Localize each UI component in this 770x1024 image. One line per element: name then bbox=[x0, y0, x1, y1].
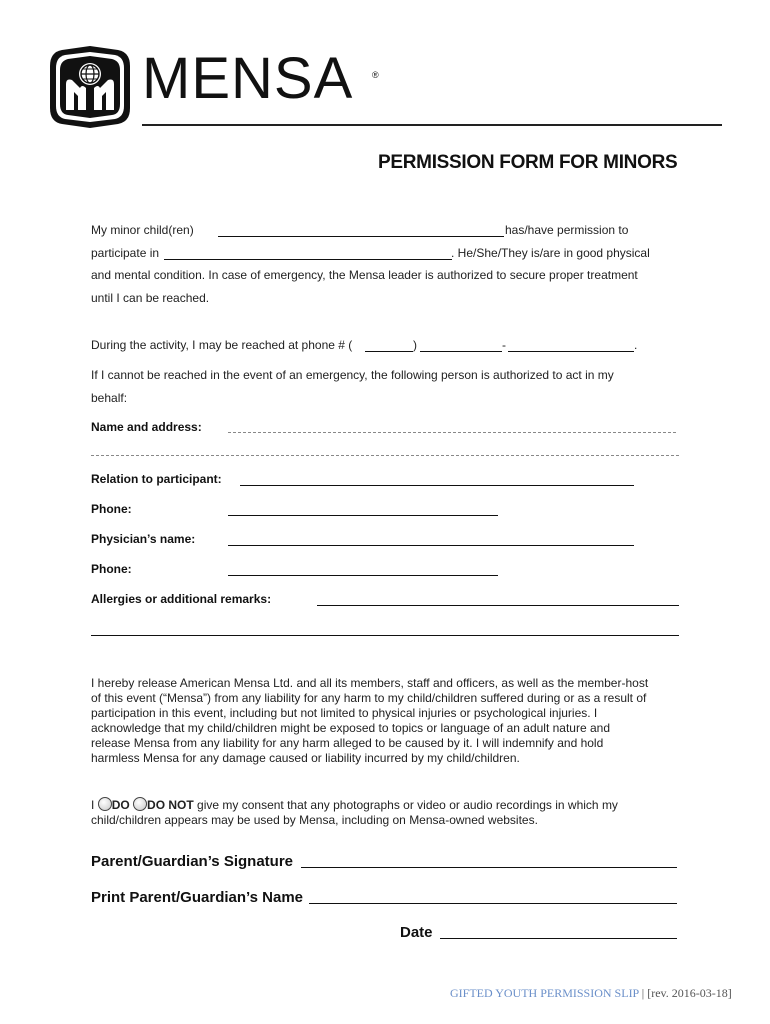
release-line-5: release Mensa from any liability for any harm alleged to be caused by it. I will indemnify and hold bbox=[91, 736, 604, 750]
emergency-line-1: If I cannot be reached in the event of an emergency, the following person is authorized to act in my bbox=[91, 368, 614, 382]
do-not-label: DO NOT bbox=[147, 798, 194, 812]
allergies-field-line-2[interactable] bbox=[91, 635, 679, 636]
child-name-field[interactable] bbox=[218, 236, 504, 237]
intro-line-2-label: participate in bbox=[91, 246, 160, 260]
do-radio[interactable] bbox=[98, 797, 112, 811]
release-line-6: harmless Mensa for any damage caused or liability incurred by my child/children. bbox=[91, 751, 520, 765]
phone-1-field[interactable] bbox=[228, 515, 498, 516]
release-line-3: participation in this event, including but not limited to physical injuries or psychological injuries. I bbox=[91, 706, 598, 720]
mensa-logo-icon bbox=[48, 44, 132, 130]
emergency-line-2: behalf: bbox=[91, 391, 128, 405]
form-title: PERMISSION FORM FOR MINORS bbox=[378, 152, 678, 173]
intro-line-3: and mental condition. In case of emergency, the Mensa leader is authorized to secure proper treatment bbox=[91, 268, 638, 282]
intro-line-1-label: My minor child(ren) bbox=[91, 223, 194, 237]
name-address-label: Name and address: bbox=[91, 420, 202, 434]
trademark-symbol: ® bbox=[372, 70, 379, 80]
phone-line-label: During the activity, I may be reached at phone # ( bbox=[91, 338, 353, 352]
phone-prefix-field[interactable] bbox=[420, 351, 502, 352]
consent-prefix: I bbox=[91, 798, 95, 812]
footer-label: GIFTED YOUTH PERMISSION SLIP bbox=[450, 986, 639, 1000]
phone-period: . bbox=[634, 338, 638, 352]
physician-field[interactable] bbox=[228, 545, 634, 546]
parent-signature-label: Parent/Guardian’s Signature bbox=[91, 853, 293, 870]
header-rule bbox=[142, 124, 722, 126]
consent-rest: give my consent that any photographs or video or audio recordings in which my bbox=[193, 798, 618, 812]
date-label: Date bbox=[400, 924, 433, 941]
relation-field[interactable] bbox=[240, 485, 634, 486]
do-label: DO bbox=[111, 798, 130, 812]
physician-label: Physician’s name: bbox=[91, 532, 196, 546]
footer-revision: [rev. 2016-03-18] bbox=[647, 986, 732, 1000]
phone-close-paren: ) bbox=[413, 338, 417, 352]
intro-line-1-suffix: has/have permission to bbox=[505, 223, 629, 237]
brand-text: MENSA bbox=[142, 46, 354, 111]
relation-label: Relation to participant: bbox=[91, 472, 222, 486]
intro-line-4: until I can be reached. bbox=[91, 291, 210, 305]
phone-1-label: Phone: bbox=[91, 502, 132, 516]
phone-2-label: Phone: bbox=[91, 562, 132, 576]
print-name-label: Print Parent/Guardian’s Name bbox=[91, 889, 304, 906]
consent-paragraph bbox=[91, 797, 691, 828]
phone-2-field[interactable] bbox=[228, 575, 498, 576]
release-line-4: acknowledge that my child/children might be exposed to topics or language of an adult nature and bbox=[91, 721, 610, 735]
address-field-line-2[interactable] bbox=[91, 455, 679, 456]
phone-area-code-field[interactable] bbox=[365, 351, 413, 352]
footer-separator: | bbox=[638, 986, 648, 1000]
intro-line-2-suffix: . He/She/They is/are in good physical bbox=[451, 246, 650, 260]
brand-wordmark bbox=[142, 46, 354, 111]
allergies-field[interactable] bbox=[317, 605, 679, 606]
consent-line-1 bbox=[91, 797, 691, 813]
consent-line-2: child/children appears may be used by Mensa, including on Mensa-owned websites. bbox=[91, 813, 538, 827]
release-paragraph bbox=[91, 676, 691, 766]
phone-suffix-field[interactable] bbox=[508, 351, 634, 352]
date-field[interactable] bbox=[440, 938, 677, 939]
parent-signature-field[interactable] bbox=[301, 867, 677, 868]
phone-dash: - bbox=[502, 338, 506, 352]
footer bbox=[450, 986, 732, 1001]
event-name-field[interactable] bbox=[164, 259, 452, 260]
release-line-2: of this event (“Mensa”) from any liability for any harm to my child/children suffered during or as a result of bbox=[91, 691, 647, 705]
name-address-field[interactable] bbox=[228, 432, 676, 433]
release-line-1: I hereby release American Mensa Ltd. and all its members, staff and officers, as well as the member-host bbox=[91, 676, 649, 690]
print-name-field[interactable] bbox=[309, 903, 677, 904]
mensa-logo bbox=[48, 44, 132, 130]
allergies-label: Allergies or additional remarks: bbox=[91, 592, 272, 606]
do-not-radio[interactable] bbox=[133, 797, 147, 811]
